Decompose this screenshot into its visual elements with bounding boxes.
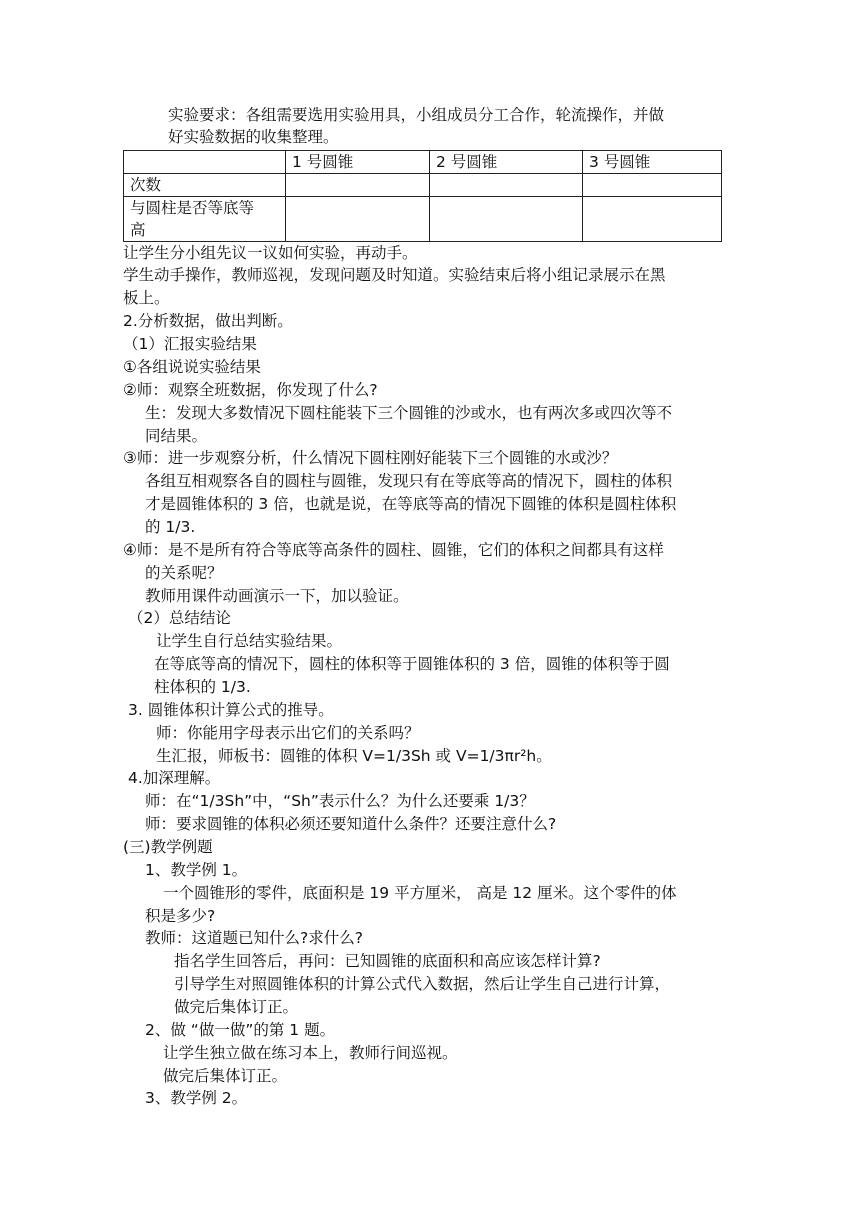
table-header-row <box>124 151 722 174</box>
section-heading: (三)教学例题 <box>123 838 213 856</box>
experiment-table <box>123 150 722 242</box>
body-line: 让学生独立做在练习本上，教师行间巡视。 <box>163 1044 458 1062</box>
table-header-cell <box>124 151 286 174</box>
body-line: 让学生自行总结实验结果。 <box>156 632 343 650</box>
body-line: 教师：这道题已知什么?求什么? <box>145 929 363 947</box>
body-line: 做完后集体订正。 <box>163 1067 288 1085</box>
body-line: ②师：观察全班数据，你发现了什么? <box>123 381 378 399</box>
body-line: 生：发现大多数情况下圆柱能装下三个圆锥的沙或水，也有两次多或四次等不 <box>145 404 673 422</box>
body-line: ④师：是不是所有符合等底等高条件的圆柱、圆锥，它们的体积之间都具有这样 <box>123 541 664 559</box>
body-line: 积是多少? <box>145 907 216 925</box>
intro-line-2: 好实验数据的收集整理。 <box>168 128 339 146</box>
subsection-heading: 1、教学例 1。 <box>145 861 248 879</box>
body-line: 柱体积的 1/3. <box>154 678 251 696</box>
body-line: 一个圆锥形的零件，底面积是 19 平方厘米， 高是 12 厘米。这个零件的体 <box>163 884 677 902</box>
table-cell <box>583 197 722 242</box>
table-header-cell: 1 号圆锥 <box>286 151 430 174</box>
table-cell <box>286 174 430 197</box>
body-line: ①各组说说实验结果 <box>123 358 261 376</box>
body-line: 师：在“1/3Sh”中，“Sh”表示什么？为什么还要乘 1/3？ <box>145 792 535 810</box>
table-cell <box>430 174 583 197</box>
body-line: 生汇报，师板书：圆锥的体积 V=1/3Sh 或 V=1/3πr²h。 <box>156 747 552 765</box>
body-line: 才是圆锥体积的 3 倍，也就是说，在等底等高的情况下圆锥的体积是圆柱体积 <box>145 495 677 513</box>
intro-line-1: 实验要求：各组需要选用实验用具，小组成员分工合作，轮流操作，并做 <box>168 106 665 124</box>
body-line: 师：你能用字母表示出它们的关系吗？ <box>156 724 420 742</box>
section-heading: 3. 圆锥体积计算公式的推导。 <box>128 701 334 719</box>
body-line: 指名学生回答后，再问：已知圆锥的底面积和高应该怎样计算? <box>174 952 601 970</box>
table-cell <box>286 197 430 242</box>
table-cell <box>430 197 583 242</box>
table-cell <box>583 174 722 197</box>
body-line: 的关系呢？ <box>145 564 223 582</box>
body-line: 教师用课件动画演示一下，加以验证。 <box>145 587 409 605</box>
section-heading: 2.分析数据，做出判断。 <box>123 312 293 330</box>
body-line: 在等底等高的情况下，圆柱的体积等于圆锥体积的 3 倍，圆锥的体积等于圆 <box>154 655 670 673</box>
table-cell <box>124 197 286 242</box>
body-line: 引导学生对照圆锥体积的计算公式代入数据，然后让学生自己进行计算， <box>174 975 671 993</box>
table-row <box>124 197 722 242</box>
body-line: 同结果。 <box>145 427 208 445</box>
body-line: 做完后集体订正。 <box>174 998 299 1016</box>
table-row <box>124 174 722 197</box>
body-line: 师：要求圆锥的体积必须还要知道什么条件？还要注意什么? <box>145 815 557 833</box>
table-header-cell: 3 号圆锥 <box>583 151 722 174</box>
body-line: ③师：进一步观察分析，什么情况下圆柱刚好能装下三个圆锥的水或沙？ <box>123 449 618 467</box>
table-header-cell: 2 号圆锥 <box>430 151 583 174</box>
table-cell: 次数 <box>124 174 286 197</box>
body-line: 让学生分小组先议一议如何实验，再动手。 <box>123 244 418 262</box>
subsection-heading: （1）汇报实验结果 <box>123 335 257 353</box>
body-line: 板上。 <box>123 289 170 307</box>
table-cell-text-cont: 高 <box>130 221 146 239</box>
body-line: 的 1/3. <box>145 518 196 536</box>
section-heading: 4.加深理解。 <box>128 769 221 787</box>
body-line: 学生动手操作，教师巡视，发现问题及时知道。实验结束后将小组记录展示在黑 <box>123 266 666 284</box>
subsection-heading: 2、做 “做一做”的第 1 题。 <box>145 1021 336 1039</box>
body-line: 各组互相观察各自的圆柱与圆锥，发现只有在等底等高的情况下，圆柱的体积 <box>145 472 673 490</box>
subsection-heading: （2）总结结论 <box>128 609 231 627</box>
table-cell-text: 与圆柱是否等底等 <box>130 199 255 217</box>
subsection-heading: 3、教学例 2。 <box>145 1089 248 1107</box>
